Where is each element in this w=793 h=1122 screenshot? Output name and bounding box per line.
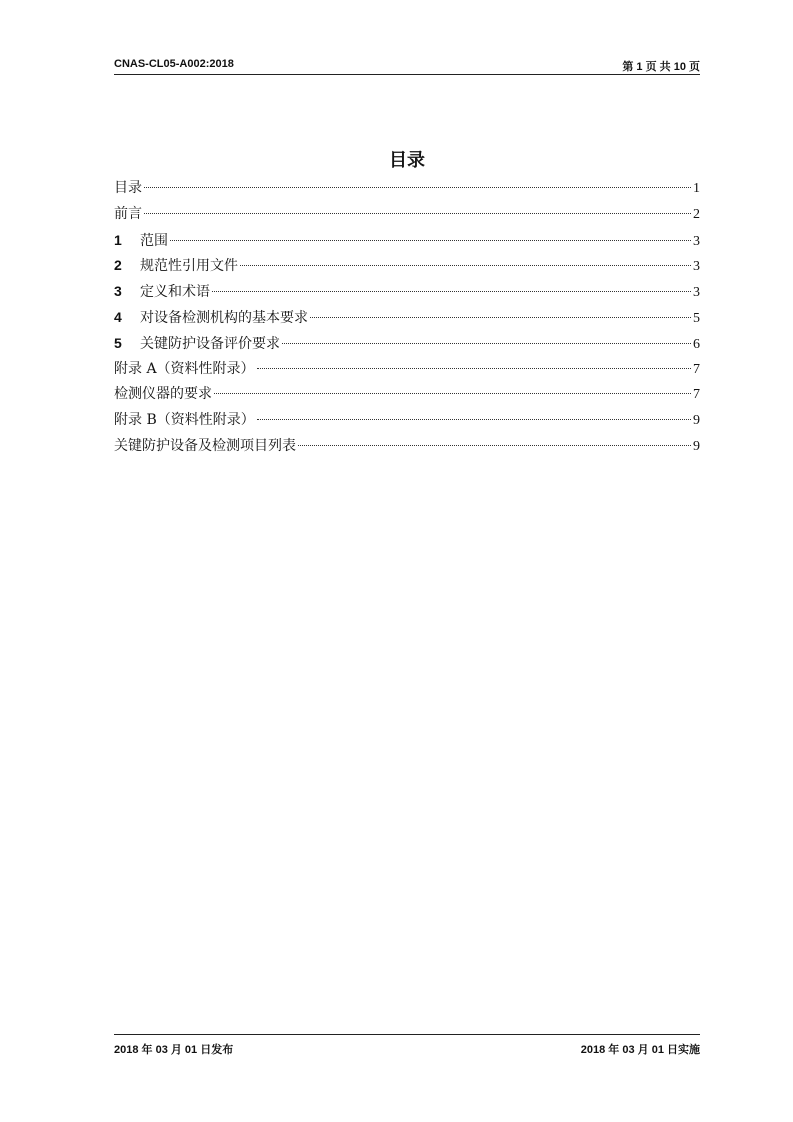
dot-leader (298, 445, 691, 446)
toc-entry-foreword[interactable] (114, 204, 700, 230)
toc-entry-label: 关键防护设备及检测项目列表 (114, 437, 296, 454)
toc-entry-number: 5 (114, 334, 122, 351)
issue-date: 2018 年 03 月 01 日发布 (114, 1044, 234, 1056)
dot-leader (144, 213, 691, 214)
dot-leader (257, 419, 691, 420)
dot-leader (214, 393, 691, 394)
toc-entry-page: 9 (693, 413, 700, 429)
toc-entry-instrument-requirements[interactable] (114, 384, 700, 410)
dot-leader (144, 187, 691, 188)
toc-entry-label: 附录 B（资料性附录） (114, 412, 255, 429)
toc-entry-label: 规范性引用文件 (140, 258, 238, 275)
toc-entry-page: 2 (693, 206, 700, 222)
dot-leader (240, 265, 691, 266)
toc-entry-contents[interactable] (114, 178, 700, 204)
toc-entry-evaluation-requirements[interactable] (114, 333, 700, 359)
toc-entry-number: 4 (114, 308, 122, 325)
toc-entry-label: 附录 A（资料性附录） (114, 360, 255, 377)
toc-entry-page: 3 (693, 285, 700, 301)
toc-entry-label: 定义和术语 (140, 284, 210, 301)
toc-entry-scope[interactable] (114, 230, 700, 256)
toc-entry-number: 3 (114, 283, 122, 300)
document-code: CNAS-CL05-A002:2018 (114, 58, 234, 70)
effective-date: 2018 年 03 月 01 日实施 (580, 1044, 700, 1056)
toc-entry-number: 2 (114, 257, 122, 274)
toc-entry-page: 1 (693, 181, 700, 196)
toc-entry-page: 6 (693, 336, 700, 352)
toc-entry-label: 范围 (140, 232, 168, 249)
toc-entry-basic-requirements[interactable] (114, 307, 700, 333)
dot-leader (257, 368, 691, 369)
toc-entry-page: 3 (693, 233, 700, 249)
page-header (114, 58, 700, 75)
toc-entry-label: 关键防护设备评价要求 (140, 335, 280, 352)
toc-entry-label: 对设备检测机构的基本要求 (140, 309, 308, 326)
dot-leader (282, 343, 691, 344)
table-of-contents (114, 178, 700, 462)
toc-entry-page: 7 (693, 387, 700, 403)
toc-entry-page: 5 (693, 310, 700, 326)
toc-entry-number: 1 (114, 231, 122, 248)
toc-entry-definitions[interactable] (114, 281, 700, 307)
toc-entry-label: 检测仪器的要求 (114, 386, 212, 403)
toc-entry-page: 9 (693, 438, 700, 454)
dot-leader (310, 317, 691, 318)
page-title: 目录 (389, 150, 425, 171)
toc-entry-label: 目录 (114, 180, 142, 196)
dot-leader (212, 291, 691, 292)
dot-leader (170, 240, 691, 241)
toc-entry-label: 前言 (114, 205, 142, 222)
toc-entry-page: 7 (693, 361, 700, 377)
toc-entry-appendix-b[interactable] (114, 410, 700, 436)
toc-entry-equipment-list[interactable] (114, 436, 700, 462)
toc-entry-normative-references[interactable] (114, 255, 700, 281)
toc-entry-appendix-a[interactable] (114, 359, 700, 385)
toc-entry-page: 3 (693, 259, 700, 275)
page-footer (114, 1034, 700, 1056)
page-number-info: 第 1 页 共 10 页 (622, 61, 700, 73)
